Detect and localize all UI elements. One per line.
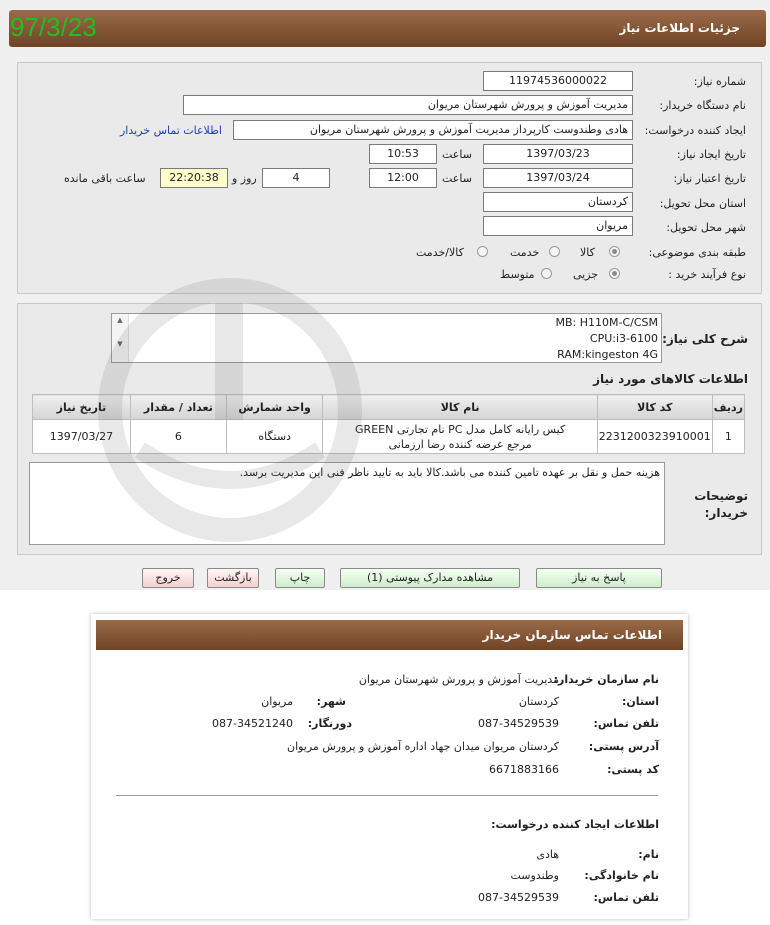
page-title: جزئیات اطلاعات نیاز bbox=[619, 21, 740, 35]
exit-button[interactable]: خروج bbox=[142, 568, 194, 588]
valid-time-label: ساعت bbox=[442, 172, 472, 185]
category-radio-goods[interactable] bbox=[609, 246, 620, 257]
contact-province-value: کردستان bbox=[518, 695, 559, 708]
category-option-both: کالا/خدمت bbox=[416, 246, 464, 259]
goods-table-header bbox=[33, 395, 745, 420]
purchase-radio-minor[interactable] bbox=[609, 268, 620, 279]
need-number-field[interactable]: 11974536000022 bbox=[483, 71, 633, 91]
creator-phone-label: تلفن تماس: bbox=[593, 891, 659, 904]
unit-cell: دستگاه bbox=[226, 420, 323, 454]
reply-button[interactable]: پاسخ به نیاز bbox=[536, 568, 662, 588]
contact-city-label: شهر: bbox=[316, 695, 346, 708]
table-row[interactable] bbox=[33, 420, 745, 454]
remaining-label: ساعت باقی مانده bbox=[64, 172, 146, 185]
days-field[interactable]: 4 bbox=[262, 168, 330, 188]
contact-province-label: استان: bbox=[622, 695, 659, 708]
purchase-option-minor: جزیی bbox=[573, 268, 599, 281]
summary-scrollbar[interactable]: ▲ ▼ bbox=[112, 314, 129, 362]
creator-first-name-label: نام: bbox=[638, 848, 659, 861]
summary-line: RAM:kingeston 4G bbox=[557, 348, 658, 361]
contact-divider bbox=[116, 795, 658, 796]
column-header: ردیف bbox=[712, 395, 744, 420]
creator-phone-value: 087-34529539 bbox=[478, 891, 559, 904]
category-option-service: خدمت bbox=[510, 246, 540, 259]
remaining-time-field: 22:20:38 bbox=[160, 168, 228, 188]
summary-textarea[interactable] bbox=[111, 313, 662, 363]
valid-time-field[interactable]: 12:00 bbox=[369, 168, 437, 188]
summary-line: CPU:i3-6100 bbox=[589, 332, 658, 345]
contact-card-title: اطلاعات تماس سازمان خریدار bbox=[482, 628, 662, 642]
created-time-label: ساعت bbox=[442, 148, 472, 161]
city-label: شهر محل تحویل: bbox=[666, 221, 746, 234]
column-header: واحد شمارش bbox=[226, 395, 323, 420]
contact-address-value: کردستان مریوان میدان جهاد اداره آموزش و پرورش مریوان bbox=[286, 740, 559, 753]
category-radio-both[interactable] bbox=[477, 246, 488, 257]
notes-label: توضیحات خریدار: bbox=[694, 489, 748, 520]
goods-code-cell: 2231200323910001 bbox=[597, 420, 712, 454]
contact-phone-value: 087-34529539 bbox=[478, 717, 559, 730]
category-radio-service[interactable] bbox=[549, 246, 560, 257]
province-label: استان محل تحویل: bbox=[659, 197, 746, 210]
notes-text: هزینه حمل و نقل بر عهده تامین کننده می باشد.کالا باید به تایید ناظر فنی این مدیریت برسد. bbox=[239, 466, 660, 479]
column-header: تعداد / مقدار bbox=[130, 395, 226, 420]
summary-line: MB: H110M-C/CSM bbox=[555, 316, 658, 329]
city-field[interactable]: مریوان bbox=[483, 216, 633, 236]
purchase-option-medium: متوسط bbox=[500, 268, 535, 281]
contact-postal-value: 6671883166 bbox=[489, 763, 559, 776]
org-name-label: نام سازمان خریدار: bbox=[553, 673, 659, 686]
category-option-goods: کالا bbox=[580, 246, 595, 259]
purchase-radio-medium[interactable] bbox=[541, 268, 552, 279]
buyer-contact-link[interactable]: اطلاعات تماس خریدار bbox=[120, 124, 222, 137]
creator-last-name-value: وطندوست bbox=[510, 869, 559, 882]
creator-last-name-label: نام خانوادگی: bbox=[584, 869, 659, 882]
goods-section-title: اطلاعات کالاهای مورد نیاز bbox=[593, 372, 748, 386]
created-date-field[interactable]: 1397/03/23 bbox=[483, 144, 633, 164]
quantity-cell: 6 bbox=[130, 420, 226, 454]
creator-section-title: اطلاعات ایجاد کننده درخواست: bbox=[491, 818, 659, 831]
row-number-cell: 1 bbox=[712, 420, 744, 454]
created-date-label: تاریخ ایجاد نیاز: bbox=[676, 148, 746, 161]
back-button[interactable]: بازگشت bbox=[207, 568, 259, 588]
valid-date-field[interactable]: 1397/03/24 bbox=[483, 168, 633, 188]
contact-fax-label: دورنگار: bbox=[307, 717, 352, 730]
summary-label: شرح کلی نیاز: bbox=[662, 332, 748, 346]
need-date-cell: 1397/03/27 bbox=[33, 420, 131, 454]
goods-table bbox=[32, 394, 745, 454]
goods-name-cell: کیس رایانه کامل مدل PC نام تجارتی GREEN مرجع عرضه کننده رضا ارزمانی bbox=[323, 420, 597, 454]
date-stamp: 97/3/23 bbox=[10, 12, 97, 42]
print-button[interactable]: چاپ bbox=[275, 568, 325, 588]
column-header: تاریخ نیاز bbox=[33, 395, 131, 420]
days-label: روز و bbox=[232, 172, 257, 185]
column-header: نام کالا bbox=[323, 395, 597, 420]
created-time-field[interactable]: 10:53 bbox=[369, 144, 437, 164]
buyer-org-label: نام دستگاه خریدار: bbox=[659, 99, 746, 112]
column-header: کد کالا bbox=[597, 395, 712, 420]
notes-textarea[interactable] bbox=[29, 462, 665, 545]
contact-postal-label: کد پستی: bbox=[607, 763, 659, 776]
category-label: طبقه بندی موضوعی: bbox=[648, 246, 746, 259]
requester-label: ایجاد کننده درخواست: bbox=[644, 124, 746, 137]
buyer-org-field[interactable]: مدیریت آموزش و پرورش شهرستان مریوان bbox=[183, 95, 633, 115]
contact-fax-value: 087-34521240 bbox=[212, 717, 293, 730]
valid-date-label: تاریخ اعتبار نیاز: bbox=[673, 172, 746, 185]
contact-phone-label: تلفن تماس: bbox=[593, 717, 659, 730]
contact-address-label: آدرس پستی: bbox=[588, 740, 659, 753]
need-number-label: شماره نیاز: bbox=[693, 75, 746, 88]
attachments-button[interactable]: مشاهده مدارک پیوستی (1) bbox=[340, 568, 520, 588]
purchase-type-label: نوع فرآیند خرید : bbox=[668, 268, 746, 281]
requester-field[interactable]: هادی وطندوست کارپرداز مدیریت آموزش و پرورش شهرستان مریوان bbox=[233, 120, 633, 140]
province-field[interactable]: کردستان bbox=[483, 192, 633, 212]
creator-first-name-value: هادی bbox=[536, 848, 559, 861]
org-name-value: مدیریت آموزش و پرورش شهرستان مریوان bbox=[358, 673, 559, 686]
contact-city-value: مریوان bbox=[261, 695, 293, 708]
